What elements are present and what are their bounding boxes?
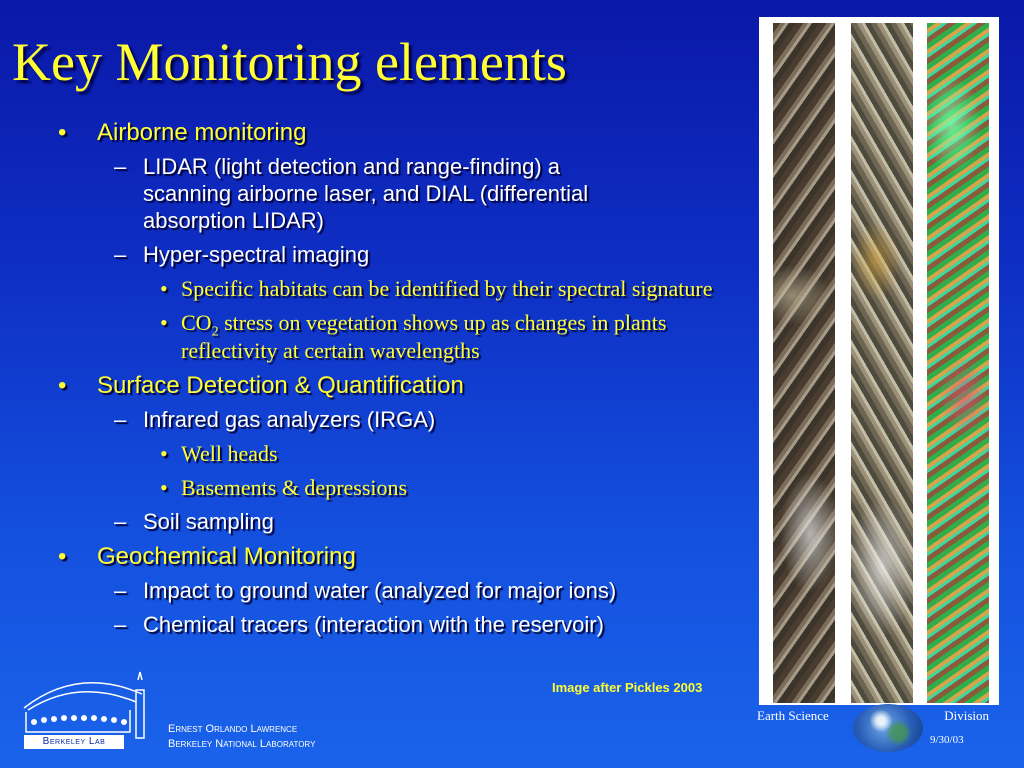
bullet-airborne-monitoring: • Airborne monitoring: [0, 118, 740, 148]
co2-suffix: stress on vegetation shows up as changes in plants reflectivity at certain wavelengths: [181, 310, 667, 363]
image-caption: Image after Pickles 2003: [552, 680, 703, 695]
sub-bullet-ground-water: – Impact to ground water (analyzed for major ions): [0, 577, 740, 604]
division-label-right: Division: [944, 708, 989, 723]
sub-bullet-hyperspectral: – Hyper-spectral imaging: [0, 241, 740, 268]
berkeley-lab-badge: Berkeley Lab: [24, 735, 124, 749]
aerial-image-strip-enhanced: [851, 23, 913, 703]
lab-name-line-2: Berkeley National Laboratory: [168, 738, 316, 750]
lab-full-name: [168, 722, 315, 752]
aerial-image-strip-classified: [927, 23, 989, 703]
bullet-surface-detection: • Surface Detection & Quantification: [0, 371, 740, 401]
detail-bullet-well-heads: • Well heads: [0, 440, 721, 468]
detail-bullet-co2-stress: [0, 309, 721, 365]
detail-bullet-habitats: • Specific habitats can be identified by their spectral signature: [0, 275, 721, 303]
detail-bullet-basements: • Basements & depressions: [0, 474, 721, 502]
sub-bullet-lidar: – LIDAR (light detection and range-finding) a scanning airborne laser, and DIAL (differential absorption LIDAR): [0, 153, 643, 234]
slide-title: Key Monitoring elements: [12, 32, 567, 92]
sub-bullet-soil-sampling: – Soil sampling: [0, 508, 740, 535]
aerial-image-strip-true-color: [773, 23, 835, 703]
slide-date: 9/30/03: [930, 734, 964, 746]
bullet-geochemical-monitoring: • Geochemical Monitoring: [0, 542, 740, 572]
hyperspectral-image-panel: [759, 17, 999, 705]
slide-body: [0, 118, 740, 645]
division-label: [757, 708, 989, 724]
co2-prefix: CO: [181, 310, 212, 335]
sub-bullet-chemical-tracers: – Chemical tracers (interaction with the reservoir): [0, 611, 740, 638]
division-label-left: Earth Science: [757, 708, 829, 723]
co2-subscript: 2: [211, 324, 219, 340]
sub-bullet-irga: – Infrared gas analyzers (IRGA): [0, 406, 740, 433]
lab-name-line-1: Ernest Orlando Lawrence: [168, 723, 298, 735]
